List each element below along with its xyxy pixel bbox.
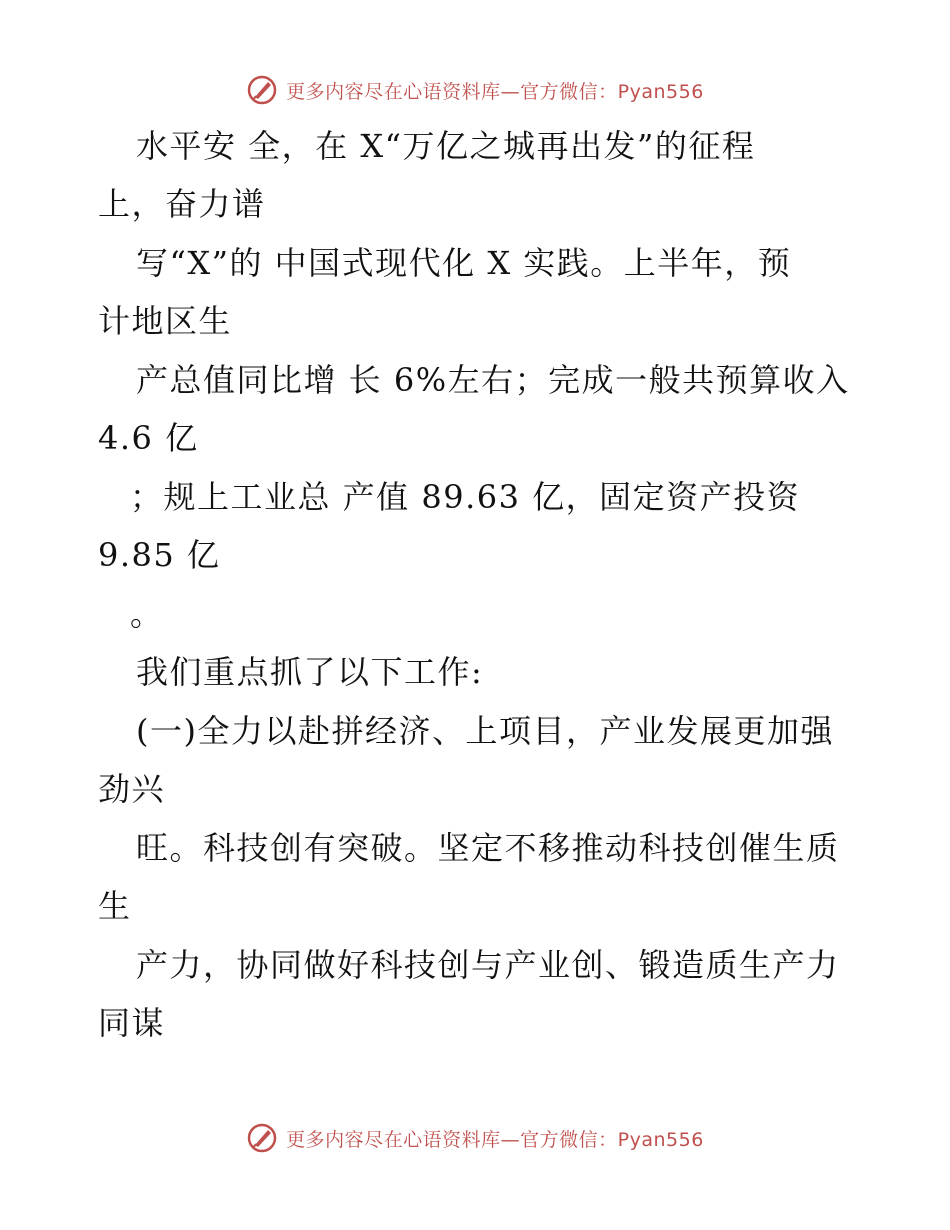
text-line: ；规上工业总 产值 89.63 亿，固定资产投资 <box>130 478 801 516</box>
footer-watermark <box>0 1118 950 1158</box>
header-watermark <box>0 70 950 110</box>
text-line: 计地区生 <box>98 302 233 340</box>
text-line: 。 <box>130 595 164 633</box>
text-line: 水平安 全，在 X“万亿之城再出发”的征程 <box>136 127 756 165</box>
quill-seal-icon <box>246 1122 278 1154</box>
text-line: 产总值同比增 长 6%左右；完成一般共预算收入 <box>136 361 850 399</box>
watermark-text: 更多内容尽在心语资料库—官方微信：Pyan556 <box>286 80 704 103</box>
text-line: 4.6 亿 <box>98 419 199 457</box>
text-line: 生 <box>98 887 132 925</box>
watermark-text: 更多内容尽在心语资料库—官方微信：Pyan556 <box>286 1128 704 1151</box>
text-line: 旺。科技创有突破。坚定不移推动科技创催生质 <box>136 829 840 867</box>
text-line: 产力，协同做好科技创与产业创、锻造质生产力 <box>136 946 840 984</box>
text-line: 我们重点抓了以下工作: <box>136 653 484 691</box>
text-line: 写“X”的 中国式现代化 X 实践。上半年，预 <box>136 244 792 282</box>
text-line: (一)全力以赴拼经济、上项目，产业发展更加强 <box>136 712 834 750</box>
text-line: 同谋 <box>98 1004 166 1042</box>
text-line: 上，奋力谱 <box>98 185 266 223</box>
text-line: 9.85 亿 <box>98 536 221 574</box>
quill-seal-icon <box>246 74 278 106</box>
text-line: 劲兴 <box>98 770 166 808</box>
